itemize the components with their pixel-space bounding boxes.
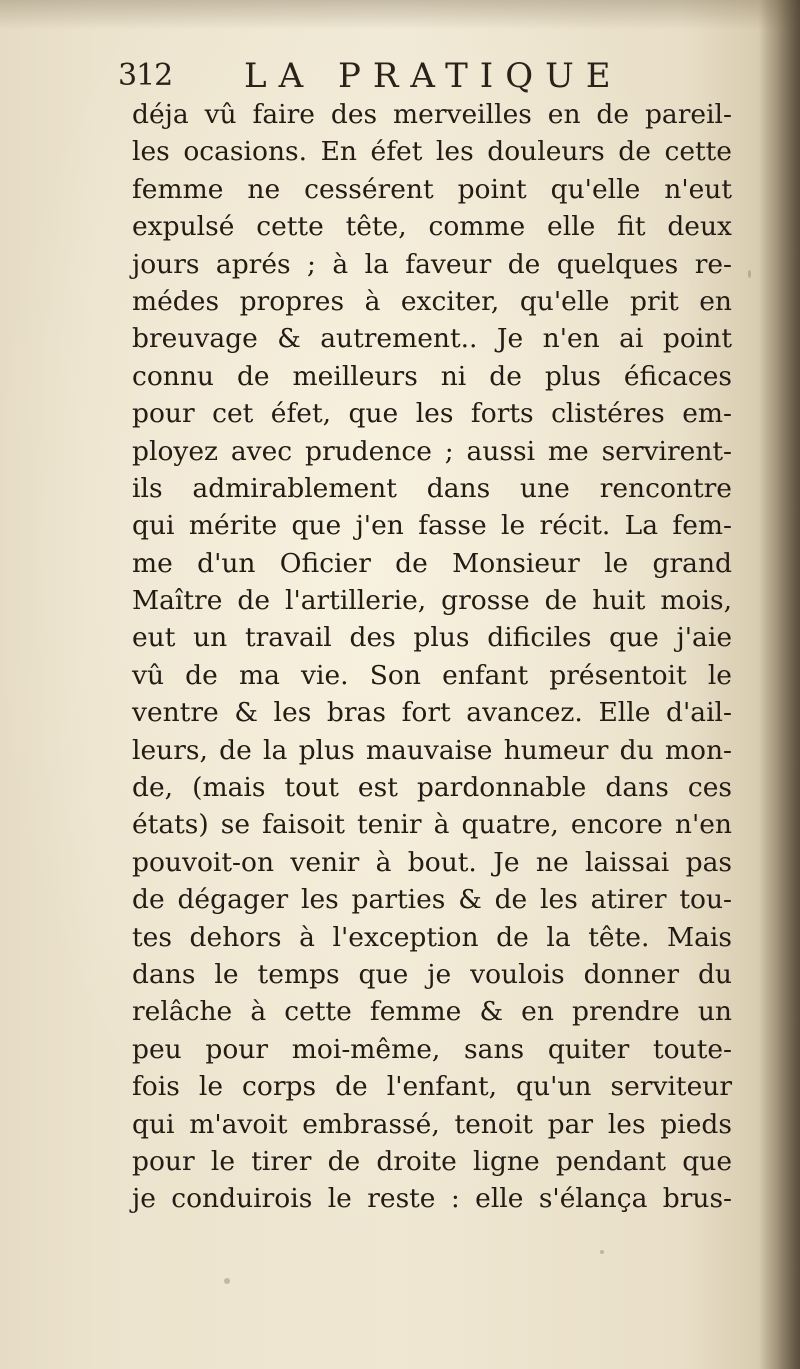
text-line: de dégager les parties & de les atirer tou- (132, 884, 732, 916)
text-line: ventre & les bras fort avancez. Elle d'ail- (132, 697, 732, 729)
paper-speck (600, 1250, 604, 1254)
text-line: pouvoit-on venir à bout. Je ne laissai pas (132, 846, 732, 878)
body-text (132, 96, 732, 1218)
text-line: femme ne cessérent point qu'elle n'eut (132, 173, 732, 205)
text-line: pour cet éfet, que les forts clistéres em- (132, 398, 732, 430)
text-line: Maître de l'artillerie, grosse de huit mois, (132, 585, 732, 617)
text-line: ils admirablement dans une rencontre (132, 472, 732, 504)
text-line: connu de meilleurs ni de plus éficaces (132, 360, 732, 392)
text-line: eut un travail des plus dificiles que j'aie (132, 622, 732, 654)
paper-speck (224, 1278, 230, 1284)
text-line: qui m'avoit embrassé, tenoit par les pieds (132, 1108, 732, 1140)
text-line: dans le temps que je voulois donner du (132, 958, 732, 990)
running-title: LA PRATIQUE (244, 56, 623, 96)
text-line: les ocasions. En éfet les douleurs de cette (132, 136, 732, 168)
text-line: qui mérite que j'en fasse le récit. La fem- (132, 510, 732, 542)
text-line: tes dehors à l'exception de la tête. Mais (132, 921, 732, 953)
text-line: vû de ma vie. Son enfant présentoit le (132, 659, 732, 691)
text-line: états) se faisoit tenir à quatre, encore n'en (132, 809, 732, 841)
text-line: je conduirois le reste : elle s'élança brus- (132, 1183, 732, 1215)
text-line: breuvage & autrement.. Je n'en ai point (132, 323, 732, 355)
text-line: ployez avec prudence ; aussi me servirent- (132, 435, 732, 467)
text-line: déja vû faire des merveilles en de pareil- (132, 99, 732, 130)
text-line: de, (mais tout est pardonnable dans ces (132, 772, 732, 804)
text-line: leurs, de la plus mauvaise humeur du mon- (132, 734, 732, 766)
text-line: me d'un Oficier de Monsieur le grand (132, 547, 732, 579)
page-top-shadow (0, 0, 800, 30)
text-line: expulsé cette tête, comme elle fit deux (132, 211, 732, 243)
text-line: pour le tirer de droite ligne pendant que (132, 1145, 732, 1177)
text-line: jours aprés ; à la faveur de quelques re- (132, 248, 732, 280)
page-edge-shadow (758, 0, 800, 1369)
page-number: 312 (118, 58, 173, 93)
text-line: relâche à cette femme & en prendre un (132, 996, 732, 1028)
text-line: fois le corps de l'enfant, qu'un serviteur (132, 1071, 732, 1103)
paper-speck (748, 270, 751, 278)
text-line: médes propres à exciter, qu'elle prit en (132, 285, 732, 317)
text-line: peu pour moi-même, sans quiter toute- (132, 1033, 732, 1065)
